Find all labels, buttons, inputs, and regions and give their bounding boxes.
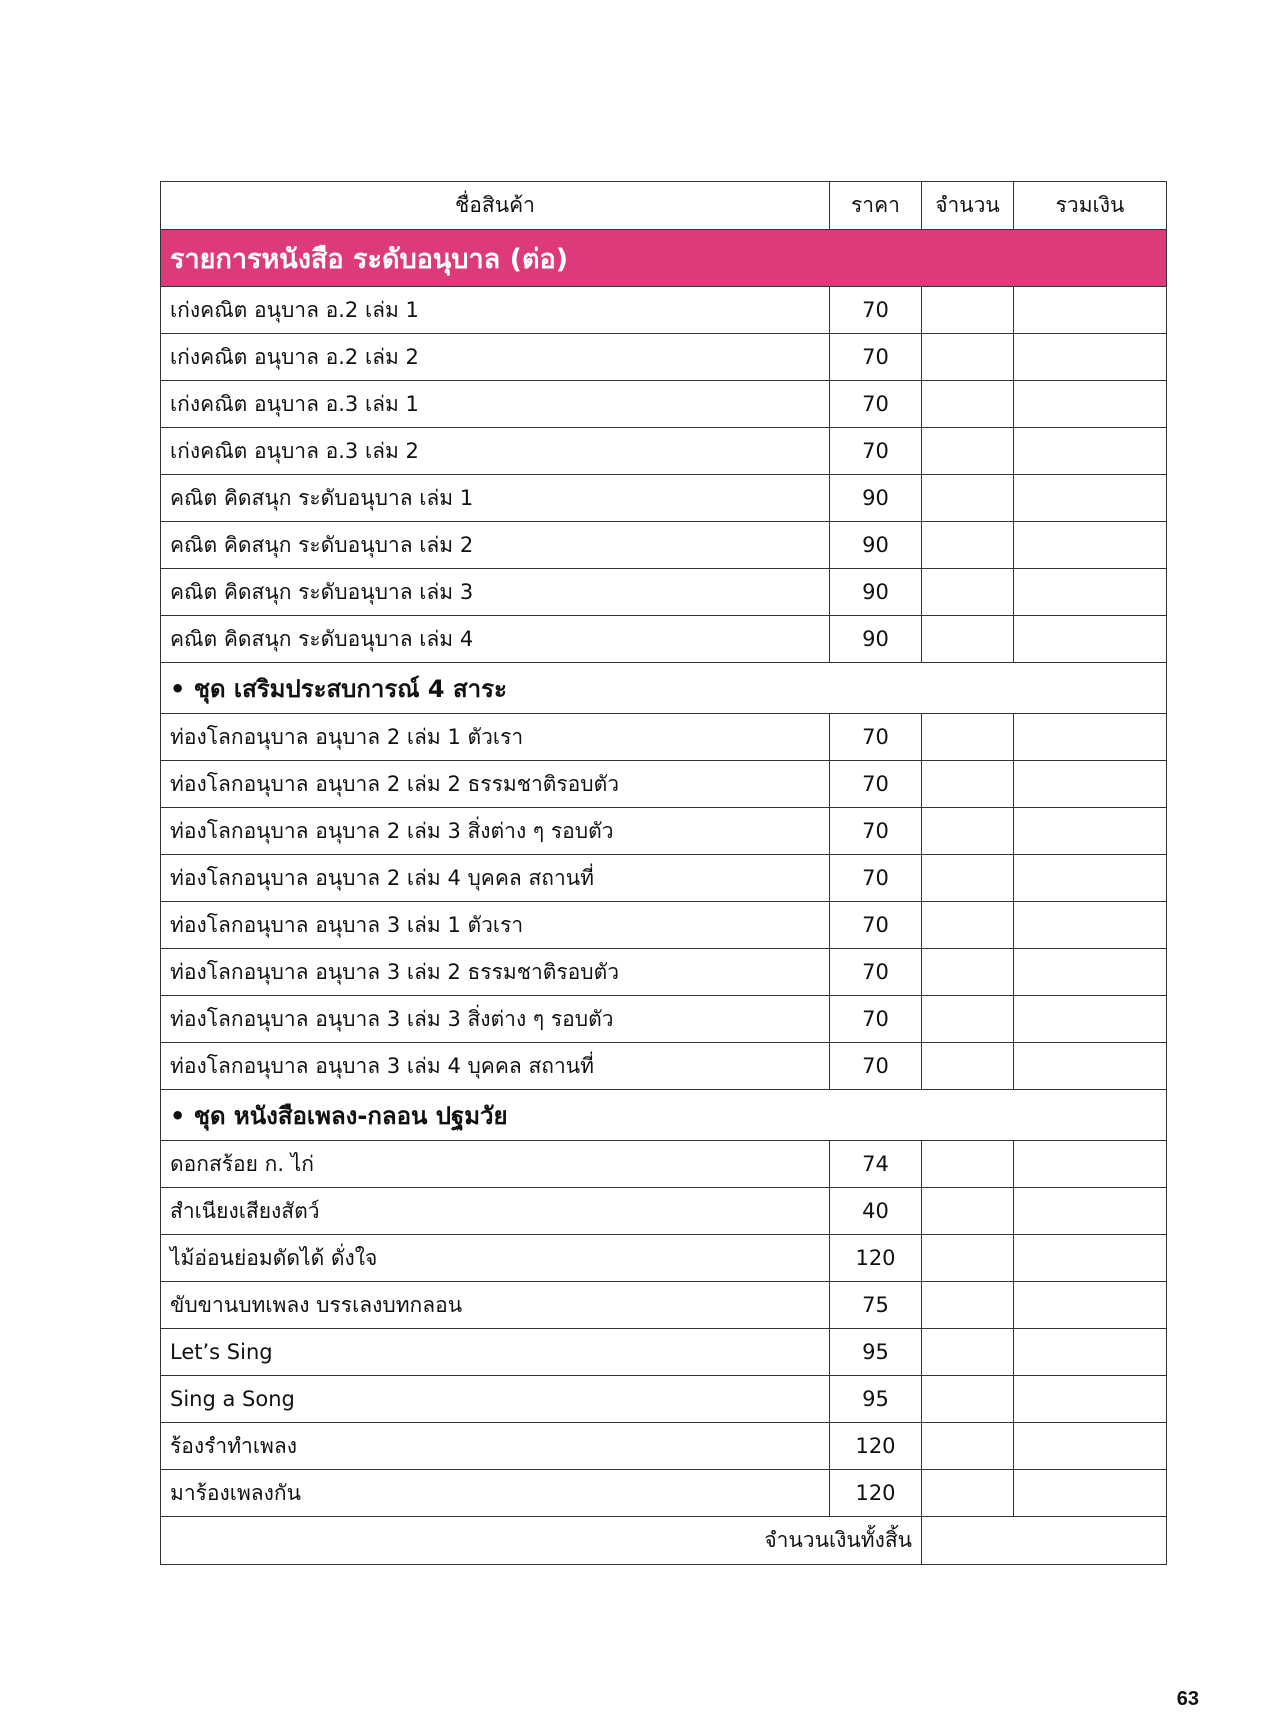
table-row <box>161 475 1167 522</box>
quantity-cell[interactable] <box>922 1423 1014 1470</box>
line-total-cell[interactable] <box>1014 761 1167 808</box>
product-price: 90 <box>830 569 922 616</box>
subheading-row <box>161 1090 1167 1141</box>
line-total-cell[interactable] <box>1014 334 1167 381</box>
product-name: Let’s Sing <box>161 1329 830 1376</box>
quantity-cell[interactable] <box>922 1470 1014 1517</box>
quantity-cell[interactable] <box>922 569 1014 616</box>
product-name: ท่องโลกอนุบาล อนุบาล 3 เล่ม 4 บุคคล สถานที่ <box>161 1043 830 1090</box>
line-total-cell[interactable] <box>1014 1141 1167 1188</box>
product-price: 90 <box>830 616 922 663</box>
table-row <box>161 1235 1167 1282</box>
line-total-cell[interactable] <box>1014 808 1167 855</box>
line-total-cell[interactable] <box>1014 1188 1167 1235</box>
product-name: ดอกสร้อย ก. ไก่ <box>161 1141 830 1188</box>
product-name: Sing a Song <box>161 1376 830 1423</box>
product-price: 70 <box>830 1043 922 1090</box>
quantity-cell[interactable] <box>922 855 1014 902</box>
line-total-cell[interactable] <box>1014 1329 1167 1376</box>
header-price: ราคา <box>830 182 922 230</box>
quantity-cell[interactable] <box>922 287 1014 334</box>
quantity-cell[interactable] <box>922 949 1014 996</box>
table-row <box>161 1282 1167 1329</box>
product-price: 70 <box>830 761 922 808</box>
quantity-cell[interactable] <box>922 334 1014 381</box>
product-price: 75 <box>830 1282 922 1329</box>
header-quantity: จำนวน <box>922 182 1014 230</box>
quantity-cell[interactable] <box>922 522 1014 569</box>
product-name: ท่องโลกอนุบาล อนุบาล 2 เล่ม 1 ตัวเรา <box>161 714 830 761</box>
header-total: รวมเงิน <box>1014 182 1167 230</box>
table-row <box>161 902 1167 949</box>
product-price: 120 <box>830 1470 922 1517</box>
product-price: 70 <box>830 428 922 475</box>
table-row <box>161 949 1167 996</box>
product-name: สำเนียงเสียงสัตว์ <box>161 1188 830 1235</box>
grand-total-label: จำนวนเงินทั้งสิ้น <box>161 1517 922 1565</box>
line-total-cell[interactable] <box>1014 287 1167 334</box>
product-price: 70 <box>830 334 922 381</box>
line-total-cell[interactable] <box>1014 1043 1167 1090</box>
grand-total-cell[interactable] <box>922 1517 1167 1565</box>
line-total-cell[interactable] <box>1014 1376 1167 1423</box>
header-product-name: ชื่อสินค้า <box>161 182 830 230</box>
subheading: • ชุด หนังสือเพลง-กลอน ปฐมวัย <box>161 1090 1167 1141</box>
table-row <box>161 428 1167 475</box>
table-row <box>161 522 1167 569</box>
product-price: 90 <box>830 475 922 522</box>
product-name: เก่งคณิต อนุบาล อ.3 เล่ม 2 <box>161 428 830 475</box>
line-total-cell[interactable] <box>1014 522 1167 569</box>
line-total-cell[interactable] <box>1014 996 1167 1043</box>
product-name: ท่องโลกอนุบาล อนุบาล 2 เล่ม 3 สิ่งต่าง ๆ รอบตัว <box>161 808 830 855</box>
product-price: 70 <box>830 714 922 761</box>
line-total-cell[interactable] <box>1014 855 1167 902</box>
product-price: 70 <box>830 996 922 1043</box>
quantity-cell[interactable] <box>922 1188 1014 1235</box>
product-price: 70 <box>830 381 922 428</box>
line-total-cell[interactable] <box>1014 902 1167 949</box>
table-row <box>161 808 1167 855</box>
quantity-cell[interactable] <box>922 902 1014 949</box>
product-name: ท่องโลกอนุบาล อนุบาล 3 เล่ม 3 สิ่งต่าง ๆ รอบตัว <box>161 996 830 1043</box>
product-name: ไม้อ่อนย่อมดัดได้ ดั่งใจ <box>161 1235 830 1282</box>
product-price: 70 <box>830 855 922 902</box>
product-name: ขับขานบทเพลง บรรเลงบทกลอน <box>161 1282 830 1329</box>
table-row <box>161 1423 1167 1470</box>
line-total-cell[interactable] <box>1014 428 1167 475</box>
product-price: 70 <box>830 902 922 949</box>
line-total-cell[interactable] <box>1014 381 1167 428</box>
quantity-cell[interactable] <box>922 1235 1014 1282</box>
product-price: 120 <box>830 1423 922 1470</box>
line-total-cell[interactable] <box>1014 569 1167 616</box>
product-price: 120 <box>830 1235 922 1282</box>
product-name: ท่องโลกอนุบาล อนุบาล 3 เล่ม 1 ตัวเรา <box>161 902 830 949</box>
quantity-cell[interactable] <box>922 381 1014 428</box>
table-row <box>161 996 1167 1043</box>
quantity-cell[interactable] <box>922 1329 1014 1376</box>
table-row <box>161 569 1167 616</box>
product-name: เก่งคณิต อนุบาล อ.2 เล่ม 2 <box>161 334 830 381</box>
line-total-cell[interactable] <box>1014 616 1167 663</box>
product-name: คณิต คิดสนุก ระดับอนุบาล เล่ม 2 <box>161 522 830 569</box>
quantity-cell[interactable] <box>922 616 1014 663</box>
product-price: 40 <box>830 1188 922 1235</box>
line-total-cell[interactable] <box>1014 714 1167 761</box>
quantity-cell[interactable] <box>922 428 1014 475</box>
product-name: เก่งคณิต อนุบาล อ.2 เล่ม 1 <box>161 287 830 334</box>
quantity-cell[interactable] <box>922 1141 1014 1188</box>
product-price: 70 <box>830 287 922 334</box>
order-form-table <box>160 181 1167 1565</box>
section-title-row <box>161 230 1167 287</box>
table-row <box>161 714 1167 761</box>
table-row <box>161 616 1167 663</box>
line-total-cell[interactable] <box>1014 1470 1167 1517</box>
product-name: มาร้องเพลงกัน <box>161 1470 830 1517</box>
section-title: รายการหนังสือ ระดับอนุบาล (ต่อ) <box>161 230 1167 287</box>
line-total-cell[interactable] <box>1014 1282 1167 1329</box>
grand-total-row <box>161 1517 1167 1565</box>
table-row <box>161 1329 1167 1376</box>
table-row <box>161 1376 1167 1423</box>
line-total-cell[interactable] <box>1014 949 1167 996</box>
product-name: ร้องรำทำเพลง <box>161 1423 830 1470</box>
table-row <box>161 334 1167 381</box>
product-price: 95 <box>830 1329 922 1376</box>
quantity-cell[interactable] <box>922 996 1014 1043</box>
product-name: ท่องโลกอนุบาล อนุบาล 2 เล่ม 2 ธรรมชาติรอบตัว <box>161 761 830 808</box>
quantity-cell[interactable] <box>922 1043 1014 1090</box>
line-total-cell[interactable] <box>1014 475 1167 522</box>
table-row <box>161 855 1167 902</box>
line-total-cell[interactable] <box>1014 1423 1167 1470</box>
product-price: 74 <box>830 1141 922 1188</box>
quantity-cell[interactable] <box>922 1376 1014 1423</box>
product-price: 95 <box>830 1376 922 1423</box>
table-row <box>161 1043 1167 1090</box>
subheading-row <box>161 663 1167 714</box>
table-header-row <box>161 182 1167 230</box>
product-name: ท่องโลกอนุบาล อนุบาล 2 เล่ม 4 บุคคล สถานที่ <box>161 855 830 902</box>
table-row <box>161 287 1167 334</box>
quantity-cell[interactable] <box>922 761 1014 808</box>
table-row <box>161 761 1167 808</box>
quantity-cell[interactable] <box>922 1282 1014 1329</box>
product-name: คณิต คิดสนุก ระดับอนุบาล เล่ม 4 <box>161 616 830 663</box>
product-name: คณิต คิดสนุก ระดับอนุบาล เล่ม 3 <box>161 569 830 616</box>
page-number: 63 <box>1176 1688 1199 1710</box>
subheading: • ชุด เสริมประสบการณ์ 4 สาระ <box>161 663 1167 714</box>
product-name: คณิต คิดสนุก ระดับอนุบาล เล่ม 1 <box>161 475 830 522</box>
table-row <box>161 381 1167 428</box>
product-price: 90 <box>830 522 922 569</box>
product-price: 70 <box>830 808 922 855</box>
product-name: ท่องโลกอนุบาล อนุบาล 3 เล่ม 2 ธรรมชาติรอบตัว <box>161 949 830 996</box>
quantity-cell[interactable] <box>922 714 1014 761</box>
quantity-cell[interactable] <box>922 808 1014 855</box>
quantity-cell[interactable] <box>922 475 1014 522</box>
product-name: เก่งคณิต อนุบาล อ.3 เล่ม 1 <box>161 381 830 428</box>
table-row <box>161 1188 1167 1235</box>
line-total-cell[interactable] <box>1014 1235 1167 1282</box>
product-price: 70 <box>830 949 922 996</box>
table-row <box>161 1470 1167 1517</box>
table-row <box>161 1141 1167 1188</box>
